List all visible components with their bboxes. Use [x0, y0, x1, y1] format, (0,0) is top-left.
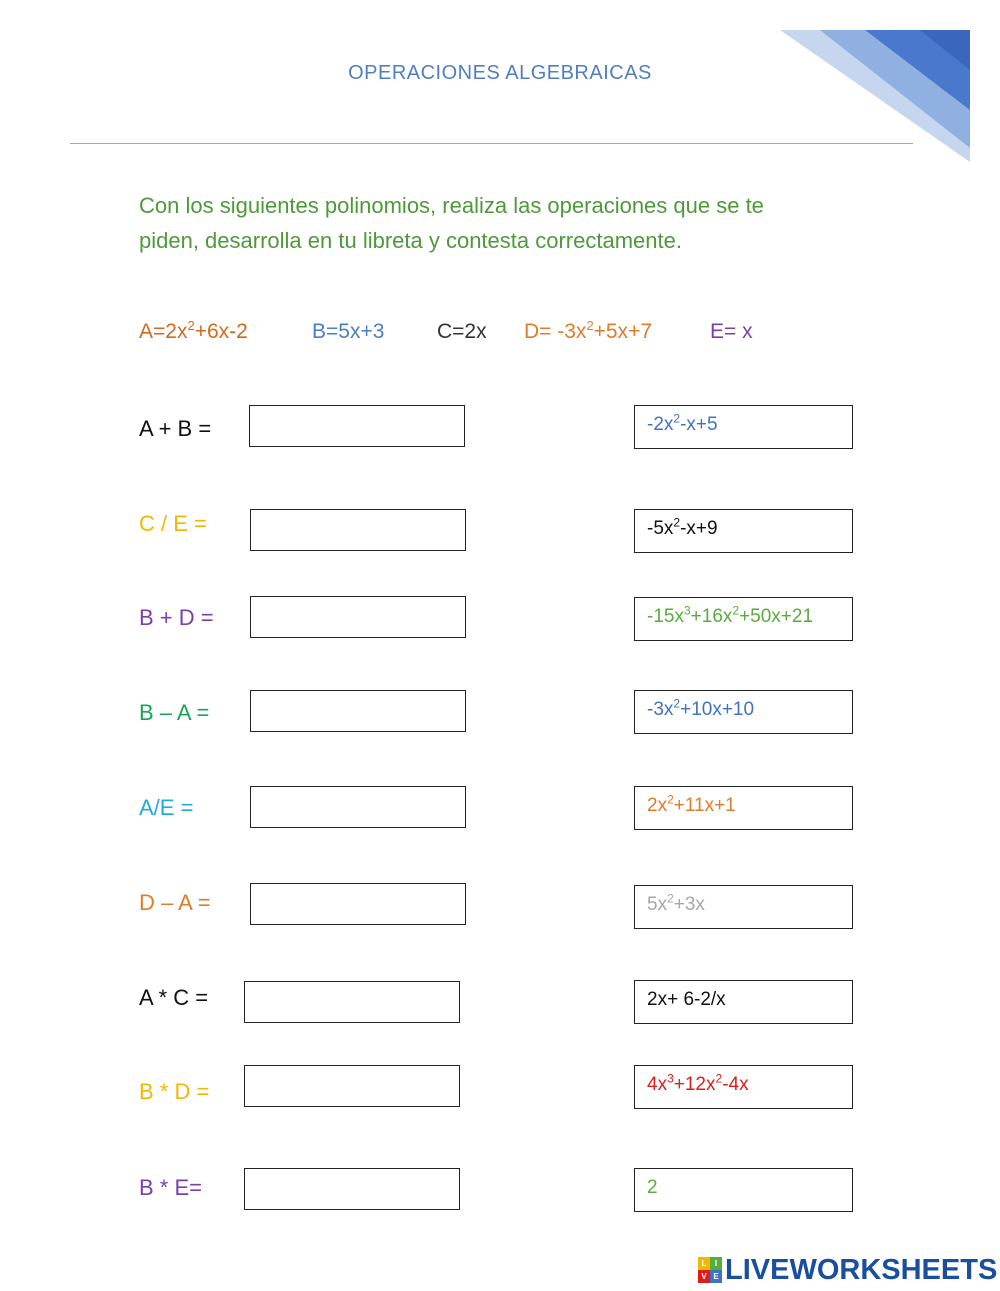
polynomial-a: $A=2x^2+6x-2$ [139, 318, 248, 343]
answer-option[interactable]: $-3x^2+10x+10$ [634, 690, 853, 734]
answer-drop-box[interactable] [250, 786, 466, 828]
operation-label: A * C = [139, 985, 209, 1010]
answer-drop-box[interactable] [244, 1065, 460, 1107]
polynomial-e: E= x [710, 320, 753, 343]
liveworksheets-logo [698, 1253, 997, 1287]
operation-label: C / E = [139, 511, 207, 536]
logo-mark-icon: L I V E [698, 1257, 722, 1283]
answer-option[interactable]: $2x^2+11x+1$ [634, 786, 853, 830]
answer-drop-box[interactable] [244, 1168, 460, 1210]
answer-option[interactable]: $4x^3+12x^2-4x$ [634, 1065, 853, 1109]
answer-option[interactable]: 2x+ 6-2/x [634, 980, 853, 1024]
answer-option[interactable]: $-2x^2-x+5$ [634, 405, 853, 449]
polynomial-d: $D= -3x^2+5x+7$ [524, 318, 653, 343]
answer-drop-box[interactable] [250, 883, 466, 925]
operation-label: B * E= [139, 1175, 202, 1200]
operation-label: B + D = [139, 605, 214, 630]
answer-drop-box[interactable] [250, 690, 466, 732]
operation-label: D – A = [139, 890, 211, 915]
header-divider [70, 143, 913, 144]
logo-text: LIVEWORKSHEETS [725, 1253, 998, 1286]
answer-drop-box[interactable] [244, 981, 460, 1023]
answer-drop-box[interactable] [249, 405, 465, 447]
answer-drop-box[interactable] [250, 596, 466, 638]
instructions-line-2: piden, desarrolla en tu libreta y contesta correctamente. [139, 228, 682, 253]
polynomial-b: B=5x+3 [312, 320, 385, 343]
answer-option[interactable]: 2 [634, 1168, 853, 1212]
answer-option[interactable]: $-15x^3+16x^2+50x+21$ [634, 597, 853, 641]
operation-label: B * D = [139, 1079, 210, 1104]
answer-option[interactable]: $5x^2+3x$ [634, 885, 853, 929]
instructions [139, 188, 859, 258]
answer-option[interactable]: $-5x^2-x+9$ [634, 509, 853, 553]
operation-label: A/E = [139, 795, 194, 820]
answer-drop-box[interactable] [250, 509, 466, 551]
operation-label: B – A = [139, 700, 210, 725]
polynomial-definitions [0, 320, 1000, 350]
polynomial-c: C=2x [437, 320, 487, 343]
page-title: OPERACIONES ALGEBRAICAS [348, 62, 652, 84]
operation-label: A + B = [139, 416, 212, 441]
instructions-line-1: Con los siguientes polinomios, realiza las operaciones que se te [139, 193, 764, 218]
